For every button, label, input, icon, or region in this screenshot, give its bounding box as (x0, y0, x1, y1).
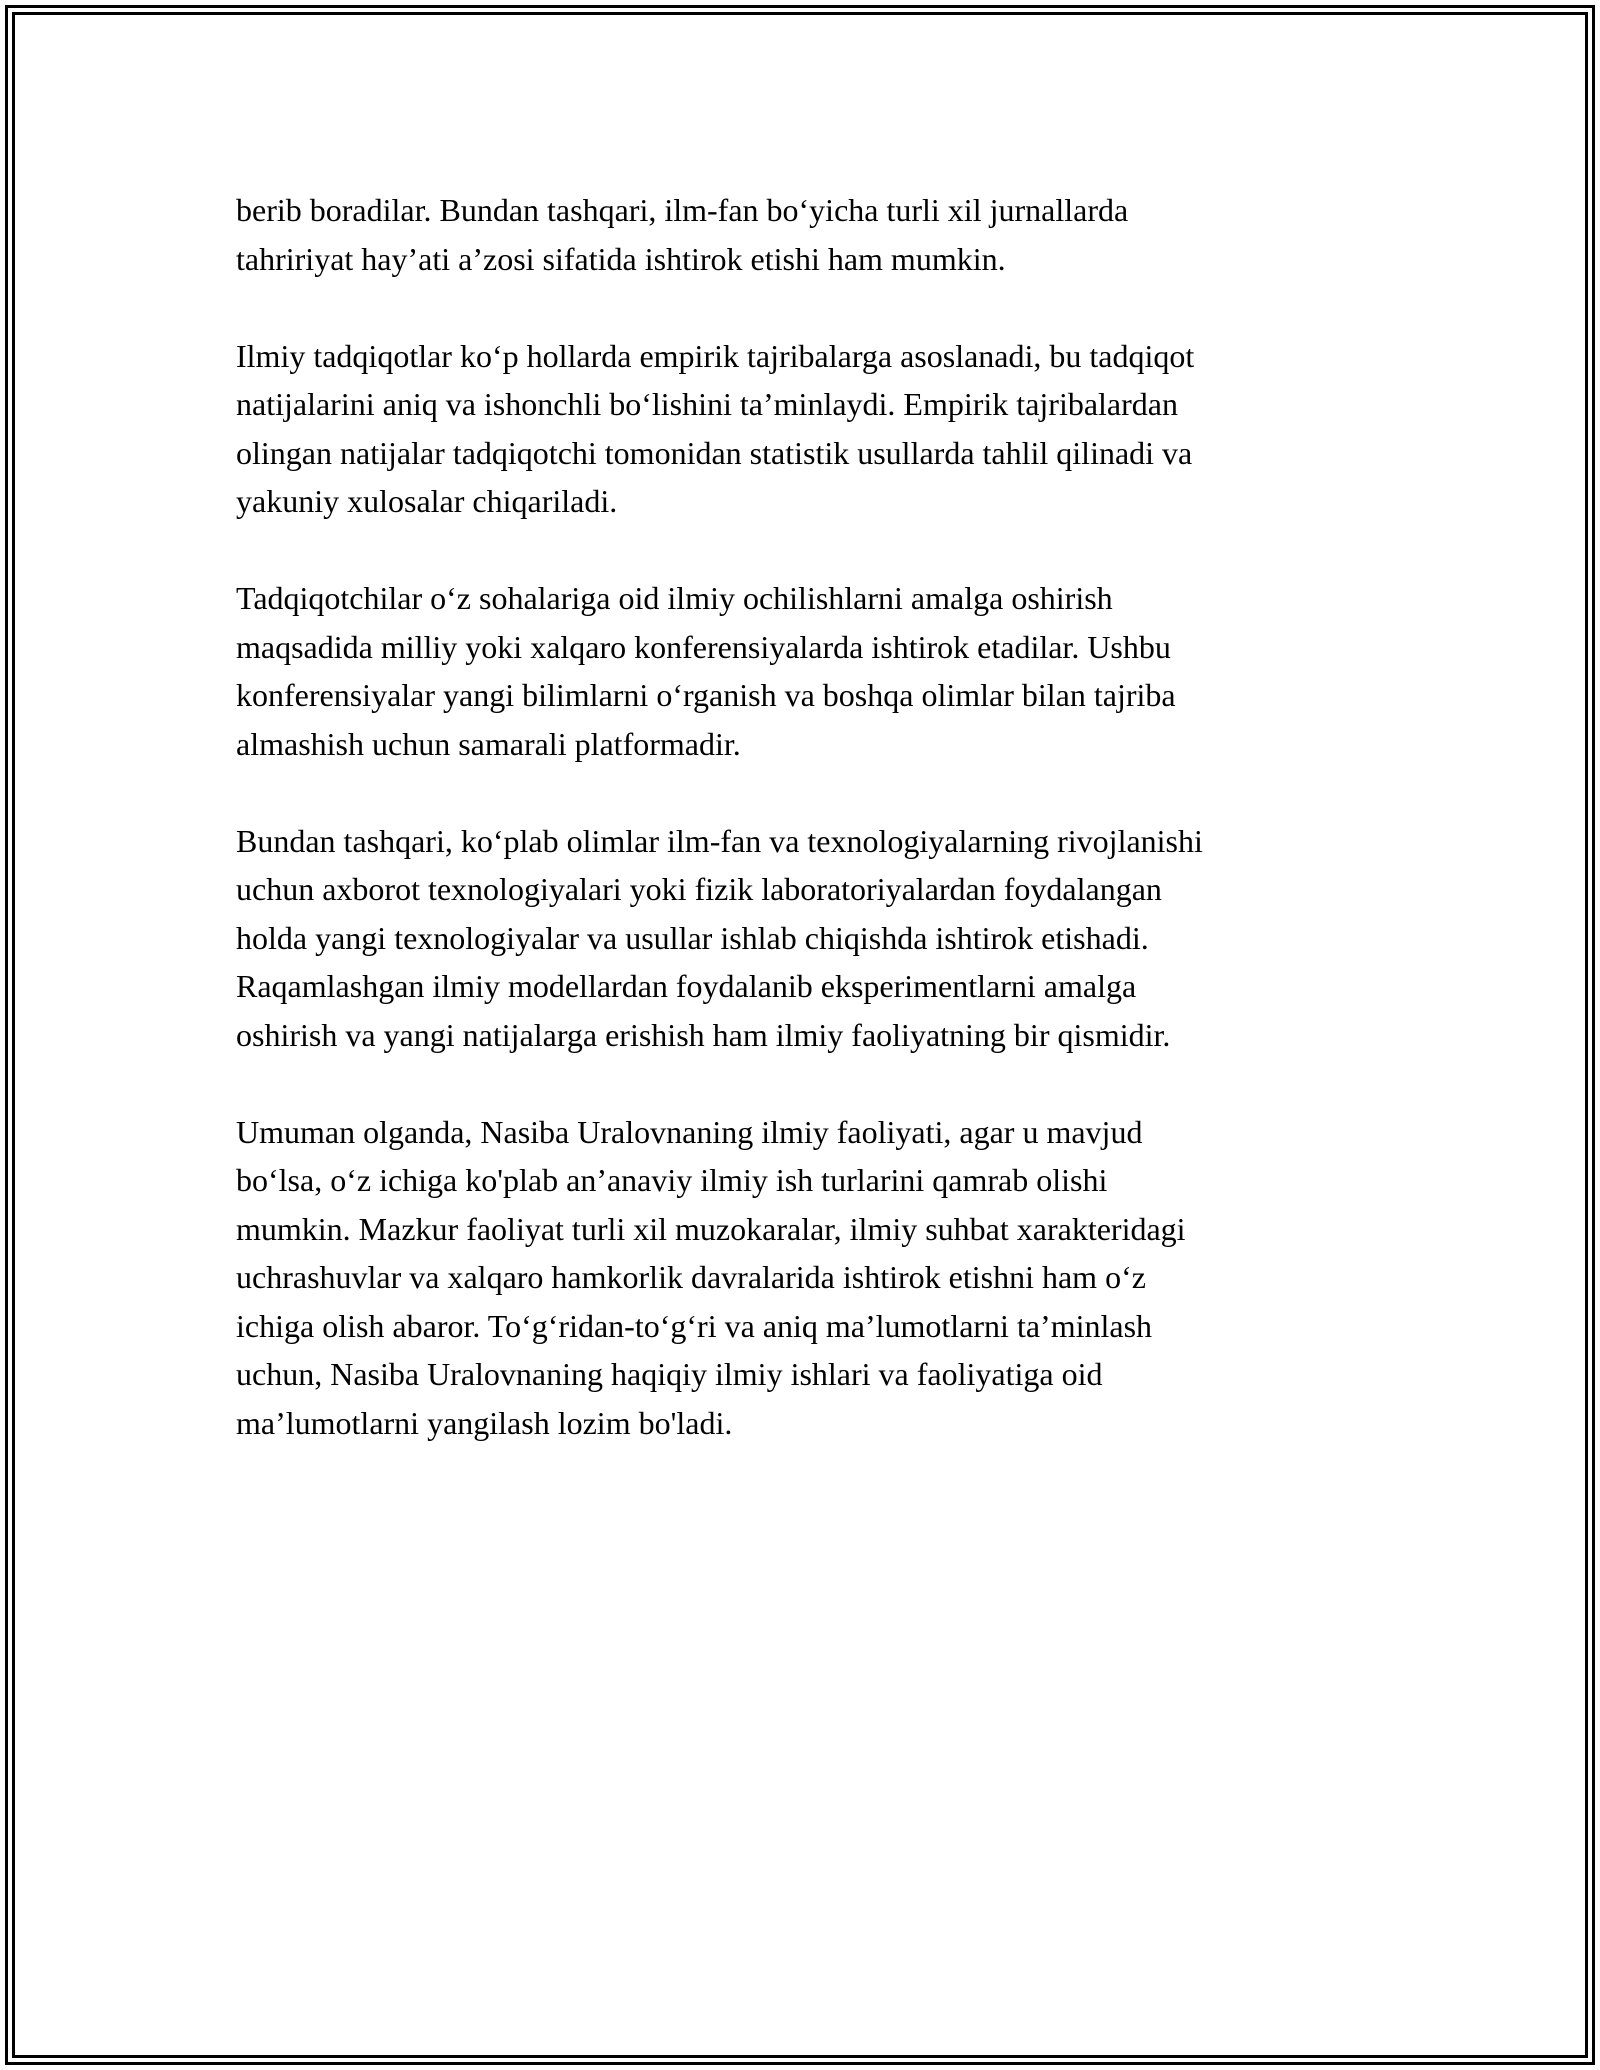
text-line: berib boradilar. Bundan tashqari, ilm-fan boʻyicha turli xil jurnallarda (236, 192, 1129, 228)
paragraph-5 (236, 1108, 1366, 1448)
text-line: uchrashuvlar va xalqaro hamkorlik davralarida ishtirok etishni ham oʻz (236, 1259, 1146, 1295)
text-line: almashish uchun samarali platformadir. (236, 725, 741, 762)
text-line: Umuman olganda, Nasiba Uralovnaning ilmiy faoliyati, agar u mavjud (236, 1113, 1143, 1150)
text-line: uchun, Nasiba Uralovnaning haqiqiy ilmiy ishlari va faoliyatiga oid (236, 1356, 1103, 1392)
text-line: Bundan tashqari, koʻplab olimlar ilm-fan va texnologiyalarning rivojlanishi (236, 822, 1203, 859)
document-body (236, 186, 1366, 1496)
text-line: natijalarini aniq va ishonchli boʻlishini ta’minlaydi. Empirik tajribalardan (236, 386, 1178, 422)
text-line: uchun axborot texnologiyalari yoki fizik laboratoriyalardan foydalangan (236, 871, 1162, 907)
text-line: boʻlsa, oʻz ichiga ko'plab an’anaviy ilmiy ish turlarini qamrab olishi (236, 1162, 1108, 1198)
text-line: holda yangi texnologiyalar va usullar ishlab chiqishda ishtirok etishadi. (236, 919, 1149, 956)
text-line: ichiga olish abaror. Toʻgʻridan-toʻgʻri va aniq ma’lumotlarni ta’minlash (236, 1307, 1153, 1344)
text-line: oshirish va yangi natijalarga erishish ham ilmiy faoliyatning bir qismidir. (236, 1016, 1171, 1053)
paragraph-3 (236, 574, 1366, 768)
text-line: tahririyat hay’ati a’zosi sifatida ishtirok etishi ham mumkin. (236, 240, 1006, 277)
paragraph-4 (236, 817, 1366, 1060)
text-line: maqsadida milliy yoki xalqaro konferensiyalarda ishtirok etadilar. Ushbu (236, 628, 1171, 665)
paragraph-1 (236, 186, 1366, 283)
text-line: Tadqiqotchilar oʻz sohalariga oid ilmiy ochilishlarni amalga oshirish (236, 580, 1113, 616)
text-line: Ilmiy tadqiqotlar koʻp hollarda empirik tajribalarga asoslanadi, bu tadqiqot (236, 337, 1195, 374)
text-line: yakuniy xulosalar chiqariladi. (236, 483, 618, 519)
text-line: mumkin. Mazkur faoliyat turli xil muzokaralar, ilmiy suhbat xarakteridagi (236, 1210, 1186, 1247)
text-line: olingan natijalar tadqiqotchi tomonidan statistik usullarda tahlil qilinadi va (236, 434, 1193, 471)
paragraph-2 (236, 332, 1366, 526)
text-line: Raqamlashgan ilmiy modellardan foydalanib eksperimentlarni amalga (236, 968, 1137, 1004)
text-line: konferensiyalar yangi bilimlarni oʻrganish va boshqa olimlar bilan tajriba (236, 677, 1176, 713)
text-line: ma’lumotlarni yangilash lozim bo'ladi. (236, 1404, 733, 1441)
